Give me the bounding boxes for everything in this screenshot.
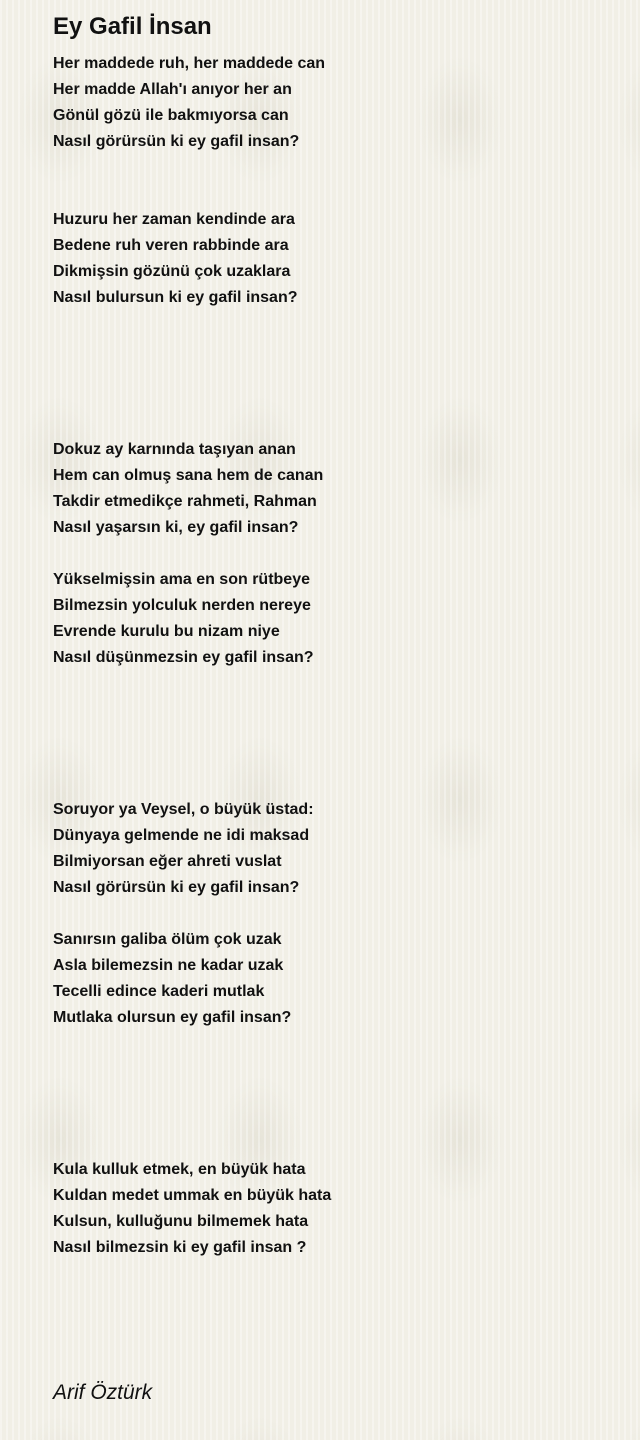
- poem-line: Dokuz ay karnında taşıyan anan: [53, 441, 296, 458]
- stanza-2: [53, 207, 298, 311]
- poem-line: Nasıl düşünmezsin ey gafil insan?: [53, 649, 314, 666]
- stanza-1: [53, 51, 325, 155]
- poem-line: Her maddede ruh, her maddede can: [53, 55, 326, 72]
- poem-line: Gönül gözü ile bakmıyorsa can: [53, 107, 289, 124]
- poem-line: Kulsun, kulluğunu bilmemek hata: [53, 1213, 309, 1230]
- stanza-6: [53, 927, 291, 1031]
- poem-line: Bedene ruh veren rabbinde ara: [53, 237, 289, 254]
- poem-line: Takdir etmedikçe rahmeti, Rahman: [53, 493, 317, 510]
- poem-line: Dikmişsin gözünü çok uzaklara: [53, 263, 291, 280]
- poem-line: Asla bilemezsin ne kadar uzak: [53, 957, 284, 974]
- poem-line: Mutlaka olursun ey gafil insan?: [53, 1009, 292, 1026]
- stanza-3: [53, 437, 323, 541]
- poem-line: Yükselmişsin ama en son rütbeye: [53, 571, 310, 588]
- poem-line: Nasıl bilmezsin ki ey gafil insan ?: [53, 1239, 307, 1256]
- poem-line: Bilmezsin yolculuk nerden nereye: [53, 597, 311, 614]
- poem-line: Bilmiyorsan eğer ahreti vuslat: [53, 853, 282, 870]
- poem-title: Ey Gafil İnsan: [53, 13, 212, 40]
- poem-line: Sanırsın galiba ölüm çok uzak: [53, 931, 282, 948]
- stanza-4: [53, 567, 314, 671]
- poem-line: Hem can olmuş sana hem de canan: [53, 467, 324, 484]
- poem-line: Nasıl görürsün ki ey gafil insan?: [53, 879, 300, 896]
- poem-line: Evrende kurulu bu nizam niye: [53, 623, 280, 640]
- poem-line: Soruyor ya Veysel, o büyük üstad:: [53, 801, 314, 818]
- stanza-5: [53, 797, 314, 901]
- poem-line: Nasıl bulursun ki ey gafil insan?: [53, 289, 298, 306]
- poem-line: Kuldan medet ummak en büyük hata: [53, 1187, 332, 1204]
- poem-line: Nasıl görürsün ki ey gafil insan?: [53, 133, 300, 150]
- poem-line: Huzuru her zaman kendinde ara: [53, 211, 295, 228]
- poem-line: Dünyaya gelmende ne idi maksad: [53, 827, 310, 844]
- poem-line: Kula kulluk etmek, en büyük hata: [53, 1161, 306, 1178]
- poem-author: Arif Öztürk: [53, 1381, 153, 1404]
- stanza-7: [53, 1157, 331, 1261]
- poem-line: Nasıl yaşarsın ki, ey gafil insan?: [53, 519, 299, 536]
- poem-line: Tecelli edince kaderi mutlak: [53, 983, 265, 1000]
- poem-line: Her madde Allah'ı anıyor her an: [53, 81, 292, 98]
